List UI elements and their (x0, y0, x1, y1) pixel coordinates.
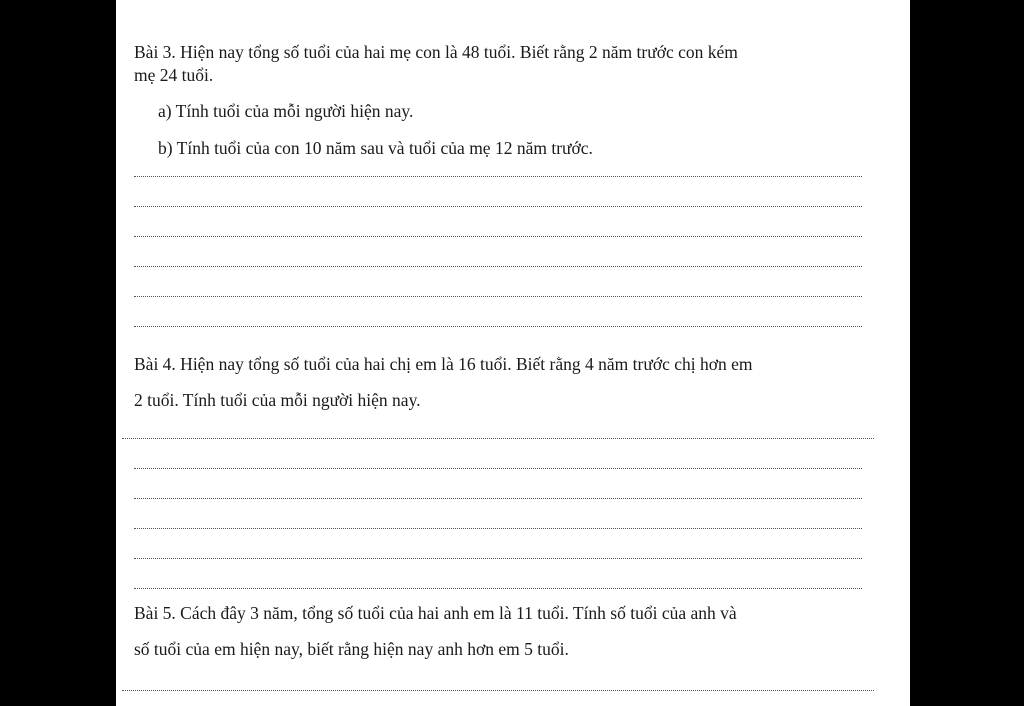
answer-line (134, 236, 862, 237)
bai5-line2: số tuổi của em hiện nay, biết rằng hiện nay anh hơn em 5 tuổi. (134, 639, 569, 659)
bai3-part-a: a) Tính tuổi của mỗi người hiện nay. (158, 101, 414, 121)
bai3-line2: mẹ 24 tuổi. (134, 65, 214, 85)
answer-line (134, 528, 862, 529)
worksheet-page (116, 0, 910, 706)
answer-line (122, 690, 874, 691)
bai4-line2: 2 tuổi. Tính tuổi của mỗi người hiện nay. (134, 390, 421, 410)
answer-line (134, 206, 862, 207)
bai5-line1: Bài 5. Cách đây 3 năm, tổng số tuổi của hai anh em là 11 tuổi. Tính số tuổi của anh và (134, 603, 737, 623)
answer-line (134, 498, 862, 499)
bai3-part-b: b) Tính tuổi của con 10 năm sau và tuổi của mẹ 12 năm trước. (158, 138, 593, 158)
bai4-line1: Bài 4. Hiện nay tổng số tuổi của hai chị em là 16 tuổi. Biết rằng 4 năm trước chị hơn em (134, 354, 753, 374)
answer-line (134, 326, 862, 327)
answer-line (134, 588, 862, 589)
answer-line (134, 296, 862, 297)
answer-line (134, 266, 862, 267)
answer-line (134, 176, 862, 177)
answer-line (134, 468, 862, 469)
bai3-line1: Bài 3. Hiện nay tổng số tuổi của hai mẹ con là 48 tuổi. Biết rằng 2 năm trước con kém (134, 42, 738, 62)
answer-line (122, 438, 874, 439)
answer-line (134, 558, 862, 559)
